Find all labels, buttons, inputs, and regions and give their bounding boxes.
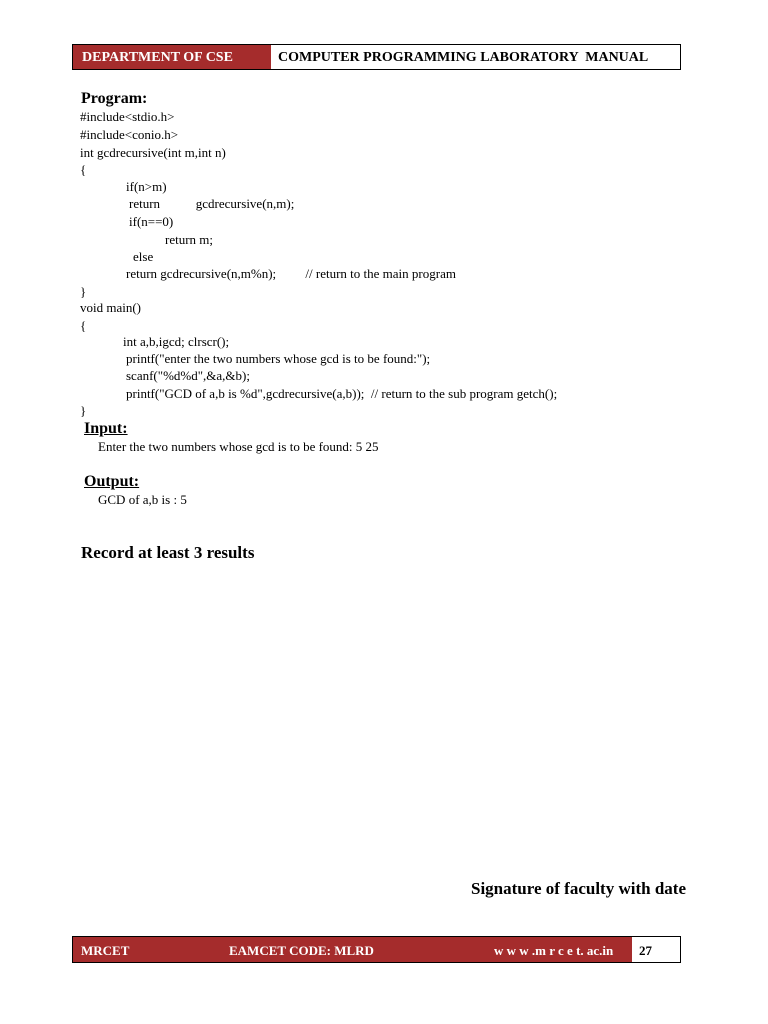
code-line: return gcdrecursive(n,m%n); // return to the main program: [126, 266, 456, 281]
output-heading: Output:: [84, 473, 140, 490]
footer-website: w w w .m r c e t. ac.in: [494, 943, 614, 958]
input-heading: Input:: [84, 420, 128, 437]
input-text: Enter the two numbers whose gcd is to be found: 5 25: [98, 439, 379, 454]
code-line: return gcdrecursive(n,m);: [129, 196, 295, 211]
page-number: 27: [639, 943, 652, 958]
code-line: printf("enter the two numbers whose gcd is to be found:");: [126, 351, 431, 366]
code-line: {: [80, 318, 87, 333]
code-line: printf("GCD of a,b is %d",gcdrecursive(a,b)); // return to the sub program getch();: [126, 386, 558, 401]
manual-title: COMPUTER PROGRAMMING LABORATORY MANUAL: [278, 50, 649, 65]
output-text: GCD of a,b is : 5: [98, 492, 187, 507]
footer-college: MRCET: [81, 943, 130, 958]
code-line: return m;: [165, 232, 214, 247]
code-line: if(n==0): [129, 214, 174, 229]
page-header: [72, 44, 681, 70]
code-line: scanf("%d%d",&a,&b);: [126, 368, 250, 383]
code-line: #include<conio.h>: [80, 127, 179, 142]
footer-eamcet-code: EAMCET CODE: MLRD: [229, 943, 374, 958]
code-line: int gcdrecursive(int m,int n): [80, 145, 226, 160]
department-label: DEPARTMENT OF CSE: [73, 45, 271, 69]
program-heading: Program:: [81, 90, 148, 107]
record-results-heading: Record at least 3 results: [81, 543, 255, 562]
code-line: }: [80, 403, 87, 418]
code-line: {: [80, 162, 87, 177]
page-footer: [72, 936, 681, 963]
code-line: int a,b,igcd; clrscr();: [123, 334, 230, 349]
code-line: void main(): [80, 300, 142, 315]
faculty-signature-label: Signature of faculty with date: [470, 879, 686, 898]
code-line: if(n>m): [126, 179, 167, 194]
code-line: else: [133, 249, 154, 264]
code-line: }: [80, 284, 87, 299]
footer-bar: [73, 937, 632, 962]
code-line: #include<stdio.h>: [80, 109, 175, 124]
